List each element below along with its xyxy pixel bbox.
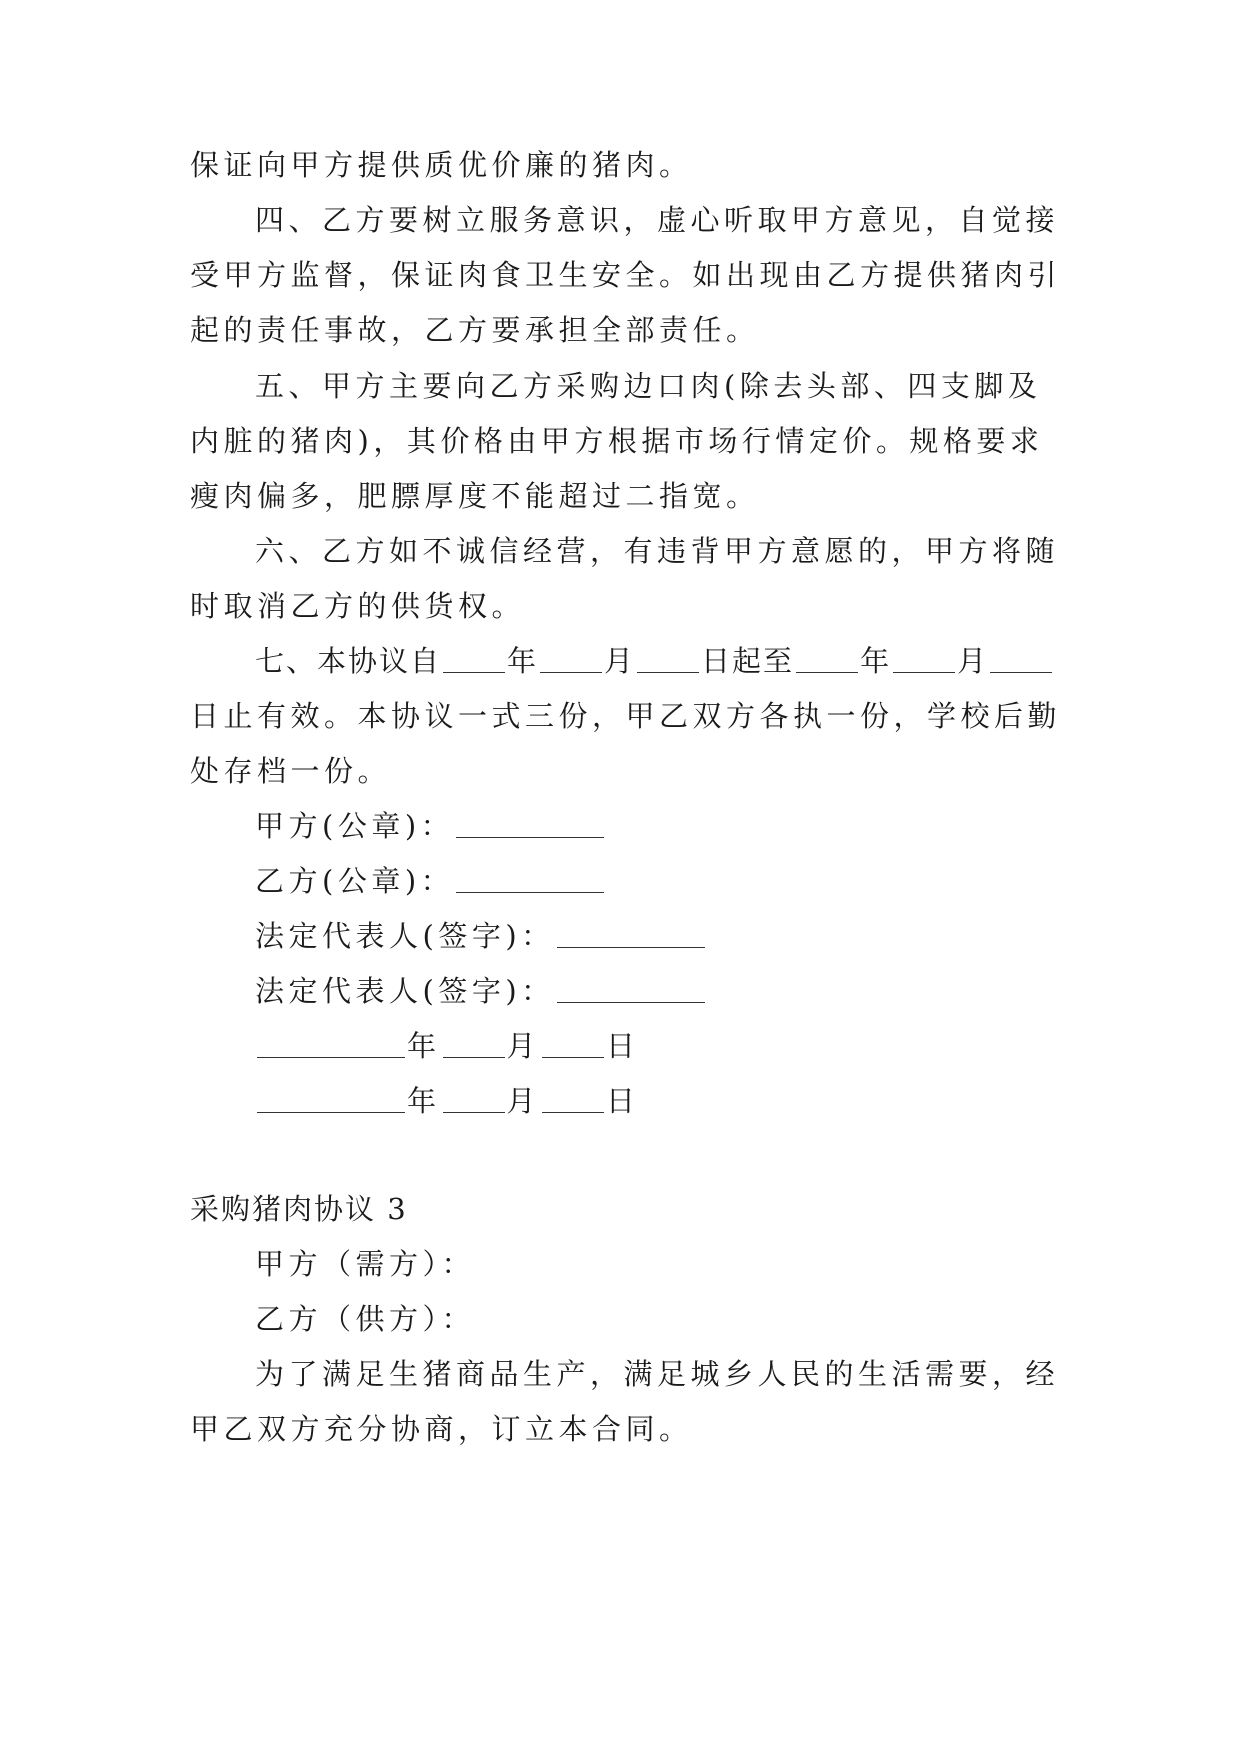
party-a-seal-row (255, 806, 606, 846)
clause-4-line-1: 四、乙方要树立服务意识，虚心听取甲方意见，自觉接 (255, 203, 1060, 237)
legal-rep-2-blank[interactable] (557, 976, 705, 1003)
date-2-year-label: 年 (407, 1084, 441, 1118)
paragraph-3-end: 保证向甲方提供质优价廉的猪肉。 (190, 148, 693, 182)
end-month-blank[interactable] (893, 646, 955, 673)
date-1-month-blank[interactable] (443, 1031, 505, 1058)
start-year-label: 年 (507, 644, 539, 678)
legal-rep-2-label: 法定代表人(签字)： (255, 974, 555, 1008)
date-2-year-blank[interactable] (257, 1086, 405, 1113)
section-3-party-b: 乙方（供方）： (255, 1302, 476, 1336)
party-b-seal-label: 乙方(公章)： (255, 864, 455, 898)
date-1-year-blank[interactable] (257, 1031, 405, 1058)
date-2-day-label: 日 (606, 1084, 640, 1118)
date-2-day-blank[interactable] (542, 1086, 604, 1113)
legal-rep-1-blank[interactable] (557, 921, 705, 948)
legal-rep-1-row (255, 916, 707, 956)
end-day-blank[interactable] (990, 646, 1052, 673)
end-year-label: 年 (860, 644, 892, 678)
legal-rep-2-row (255, 971, 707, 1011)
section-3-intro-line-1: 为了满足生猪商品生产，满足城乡人民的生活需要，经 (255, 1357, 1060, 1391)
clause-7-line-2: 日止有效。本协议一式三份，甲乙双方各执一份，学校后勤 (190, 699, 1062, 733)
clause-4-line-3: 起的责任事故，乙方要承担全部责任。 (190, 313, 760, 347)
party-b-seal-row (255, 861, 606, 901)
date-1-month-label: 月 (506, 1029, 541, 1063)
date-1-day-label: 日 (606, 1029, 640, 1063)
clause-4-line-2: 受甲方监督，保证肉食卫生安全。如出现由乙方提供猪肉引 (190, 258, 1062, 292)
start-month-label: 月 (604, 644, 636, 678)
section-3-title: 采购猪肉协议 3 (190, 1192, 408, 1226)
section-3-intro-line-2: 甲乙双方充分协商，订立本合同。 (190, 1412, 693, 1446)
date-row-1 (255, 1026, 640, 1066)
party-a-seal-blank[interactable] (456, 811, 604, 838)
clause-6-line-2: 时取消乙方的供货权。 (190, 589, 526, 623)
clause-7-prefix: 七、本协议自 (255, 644, 442, 678)
clause-6-line-1: 六、乙方如不诚信经营，有违背甲方意愿的，甲方将随 (255, 534, 1060, 568)
date-2-month-label: 月 (506, 1084, 541, 1118)
legal-rep-1-label: 法定代表人(签字)： (255, 919, 555, 953)
date-1-year-label: 年 (407, 1029, 441, 1063)
start-day-blank[interactable] (637, 646, 699, 673)
clause-7-line-1 (255, 641, 1054, 681)
start-day-label: 日起至 (701, 644, 795, 678)
section-3-party-a: 甲方（需方）： (255, 1247, 476, 1281)
end-year-blank[interactable] (796, 646, 858, 673)
date-2-month-blank[interactable] (443, 1086, 505, 1113)
start-year-blank[interactable] (443, 646, 505, 673)
date-row-2 (255, 1081, 640, 1121)
clause-5-line-2: 内脏的猪肉)，其价格由甲方根据市场行情定价。规格要求 (190, 424, 1044, 458)
clause-7-line-3: 处存档一份。 (190, 754, 392, 788)
clause-5-line-3: 瘦肉偏多，肥膘厚度不能超过二指宽。 (190, 479, 760, 513)
party-b-seal-blank[interactable] (456, 866, 604, 893)
end-month-label: 月 (957, 644, 989, 678)
clause-5-line-1: 五、甲方主要向乙方采购边口肉(除去头部、四支脚及 (255, 369, 1042, 403)
date-1-day-blank[interactable] (542, 1031, 604, 1058)
party-a-seal-label: 甲方(公章)： (255, 809, 455, 843)
start-month-blank[interactable] (540, 646, 602, 673)
